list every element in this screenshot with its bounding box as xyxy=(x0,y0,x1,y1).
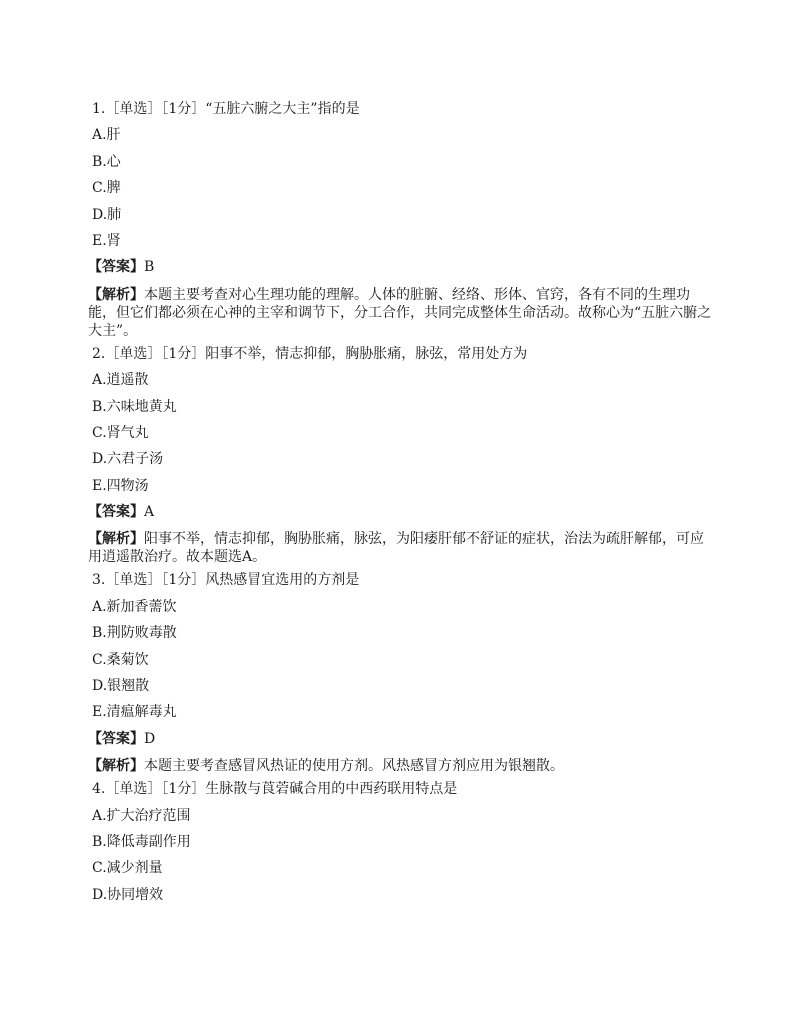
question-3 xyxy=(88,570,712,775)
answer-value: B xyxy=(144,259,155,276)
answer-label: 【答案】 xyxy=(88,730,144,747)
answer-value: D xyxy=(144,730,156,747)
analysis-label: 【解析】 xyxy=(88,286,144,303)
option-e: E.肾 xyxy=(92,232,121,249)
answer-label: 【答案】 xyxy=(88,504,144,521)
option-b: B.降低毒副作用 xyxy=(92,833,191,850)
option-b: B.荆防败毒散 xyxy=(92,625,177,642)
analysis-label: 【解析】 xyxy=(88,531,144,548)
option-c: C.脾 xyxy=(92,180,121,197)
option-d: D.协同增效 xyxy=(92,886,164,903)
option-a: A.新加香薷饮 xyxy=(92,598,177,615)
option-d: D.银翘散 xyxy=(92,678,150,695)
question-stem: 1.［单选］［1分］“五脏六腑之大主”指的是 xyxy=(92,101,360,117)
option-a: A.扩大治疗范围 xyxy=(92,807,191,824)
option-d: D.六君子汤 xyxy=(92,451,164,468)
analysis-block xyxy=(88,757,712,775)
question-stem: 2.［单选］［1分］阳事不举，情志抑郁，胸胁胀痛，脉弦，常用处方为 xyxy=(92,345,528,362)
answer-label: 【答案】 xyxy=(88,259,144,276)
answer-line xyxy=(88,729,712,755)
option-e: E.清瘟解毒丸 xyxy=(92,704,177,721)
question-stem: 3.［单选］［1分］风热感冒宜选用的方剂是 xyxy=(92,572,360,589)
answer-value: A xyxy=(144,504,155,521)
question-1 xyxy=(88,99,712,340)
analysis-text: 阳事不举，情志抑郁，胸胁胀痛，脉弦，为阳痿肝郁不舒证的症状，治法为疏肝解郁，可应用逍遥散治疗。故本题选A。 xyxy=(88,531,704,566)
question-stem: 4.［单选］［1分］生脉散与莨菪碱合用的中西药联用特点是 xyxy=(92,781,458,798)
option-e: E.四物汤 xyxy=(92,477,149,494)
option-b: B.六味地黄丸 xyxy=(92,398,177,415)
analysis-block xyxy=(88,286,712,340)
analysis-block xyxy=(88,530,712,566)
exam-page xyxy=(88,99,712,911)
option-c: C.桑菊饮 xyxy=(92,651,149,668)
answer-line xyxy=(88,502,712,528)
analysis-text: 本题主要考查感冒风热证的使用方剂。风热感冒方剂应用为银翘散。 xyxy=(144,758,564,775)
question-4 xyxy=(92,779,712,911)
analysis-label: 【解析】 xyxy=(88,758,144,775)
option-c: C.减少剂量 xyxy=(92,860,163,877)
answer-line xyxy=(88,257,712,283)
question-2 xyxy=(88,344,712,567)
analysis-text: 本题主要考查对心生理功能的理解。人体的脏腑、经络、形体、官窍，各有不同的生理功能，但它们都必须在心神的主宰和调节下，分工合作，共同完成整体生命活动。故称心为“五脏六腑之大主”。 xyxy=(88,286,712,339)
option-b: B.心 xyxy=(92,153,121,170)
option-d: D.肺 xyxy=(92,206,122,223)
option-a: A.肝 xyxy=(92,127,121,144)
option-a: A.逍遥散 xyxy=(92,372,149,389)
option-c: C.肾气丸 xyxy=(92,424,149,441)
